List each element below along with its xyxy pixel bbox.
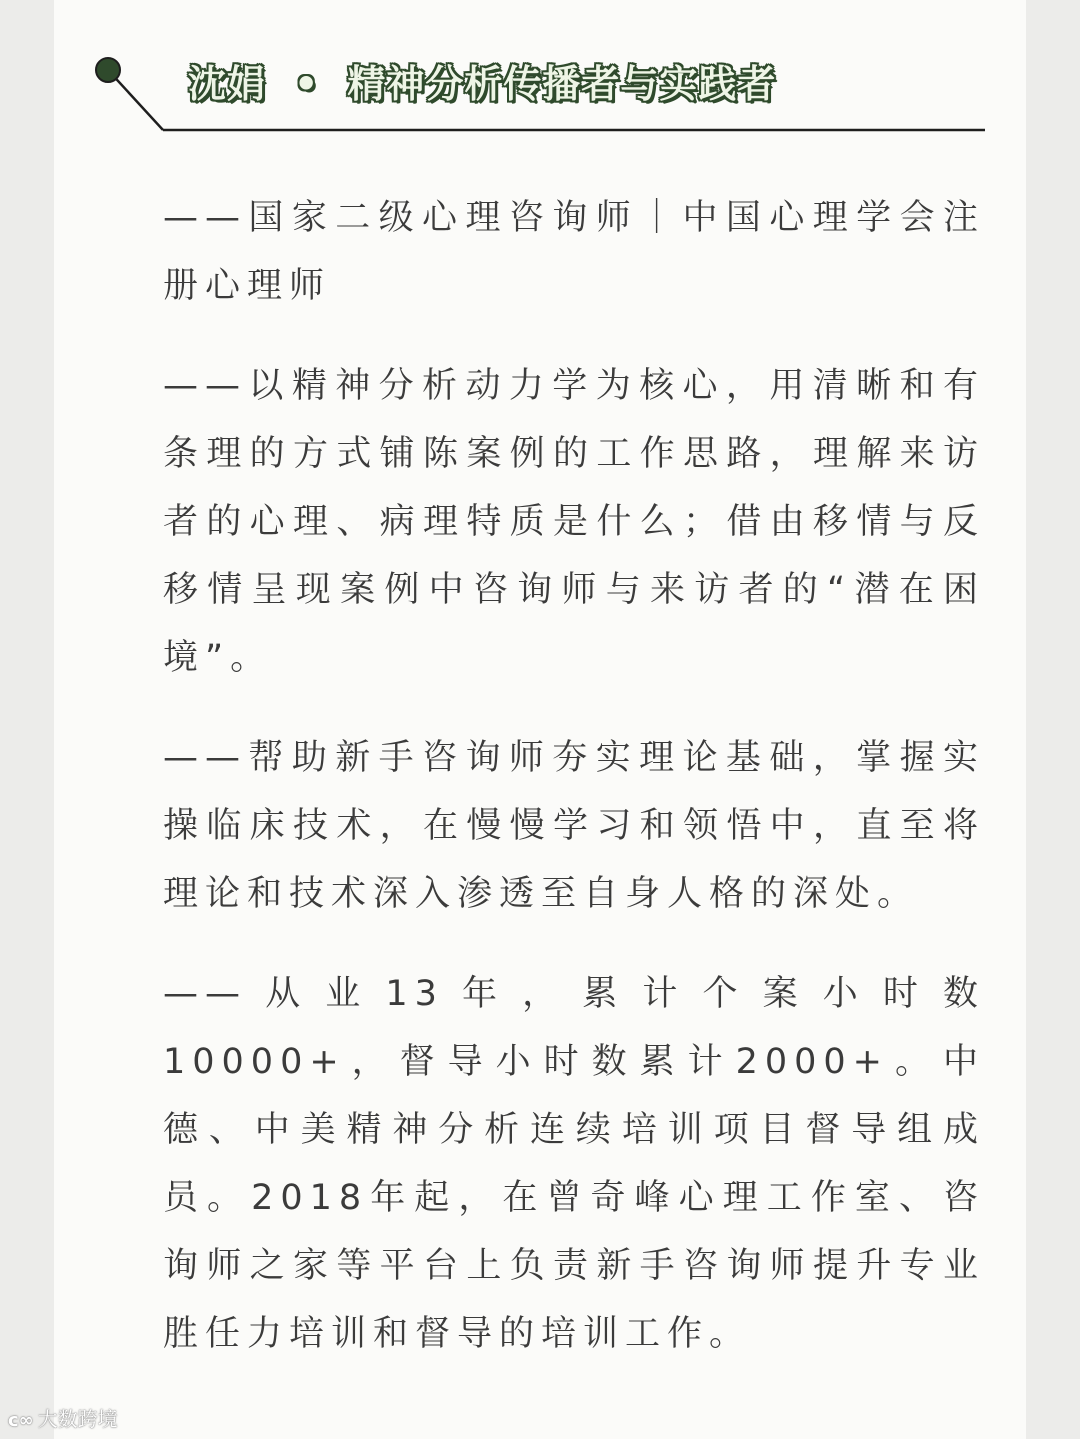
watermark-text: 大数跨境 [37, 1407, 118, 1431]
bio-content [163, 184, 985, 1400]
bio-paragraph-credentials: ——国家二级心理咨询师｜中国心理学会注册心理师 [163, 198, 985, 306]
header-separator-dot: • [294, 62, 320, 106]
watermark-logo-icon: ᴄ∞ [8, 1410, 34, 1431]
bio-paragraph-experience: ——从业13年，累计个案小时数10000+，督导小时数累计2000+。中德、中美精神分析连续培训项目督导组成员。2018年起，在曾奇峰心理工作室、咨询师之家等平台上负责新手咨询师提升专业胜任力培训和督导的培训工作。 [163, 974, 985, 1354]
header-node-dot [96, 58, 120, 82]
header-title [188, 56, 776, 112]
watermark [8, 1404, 118, 1434]
header-role: 精神分析传播者与实践者 [347, 62, 777, 106]
header-name: 沈娟 [188, 62, 267, 106]
bio-paragraph-approach: ——以精神分析动力学为核心，用清晰和有条理的方式铺陈案例的工作思路，理解来访者的心理、病理特质是什么；借由移情与反移情呈现案例中咨询师与来访者的“潜在困境”。 [163, 366, 985, 678]
bio-paragraph-training: ——帮助新手咨询师夯实理论基础，掌握实操临床技术，在慢慢学习和领悟中，直至将理论和技术深入渗透至自身人格的深处。 [163, 738, 985, 914]
